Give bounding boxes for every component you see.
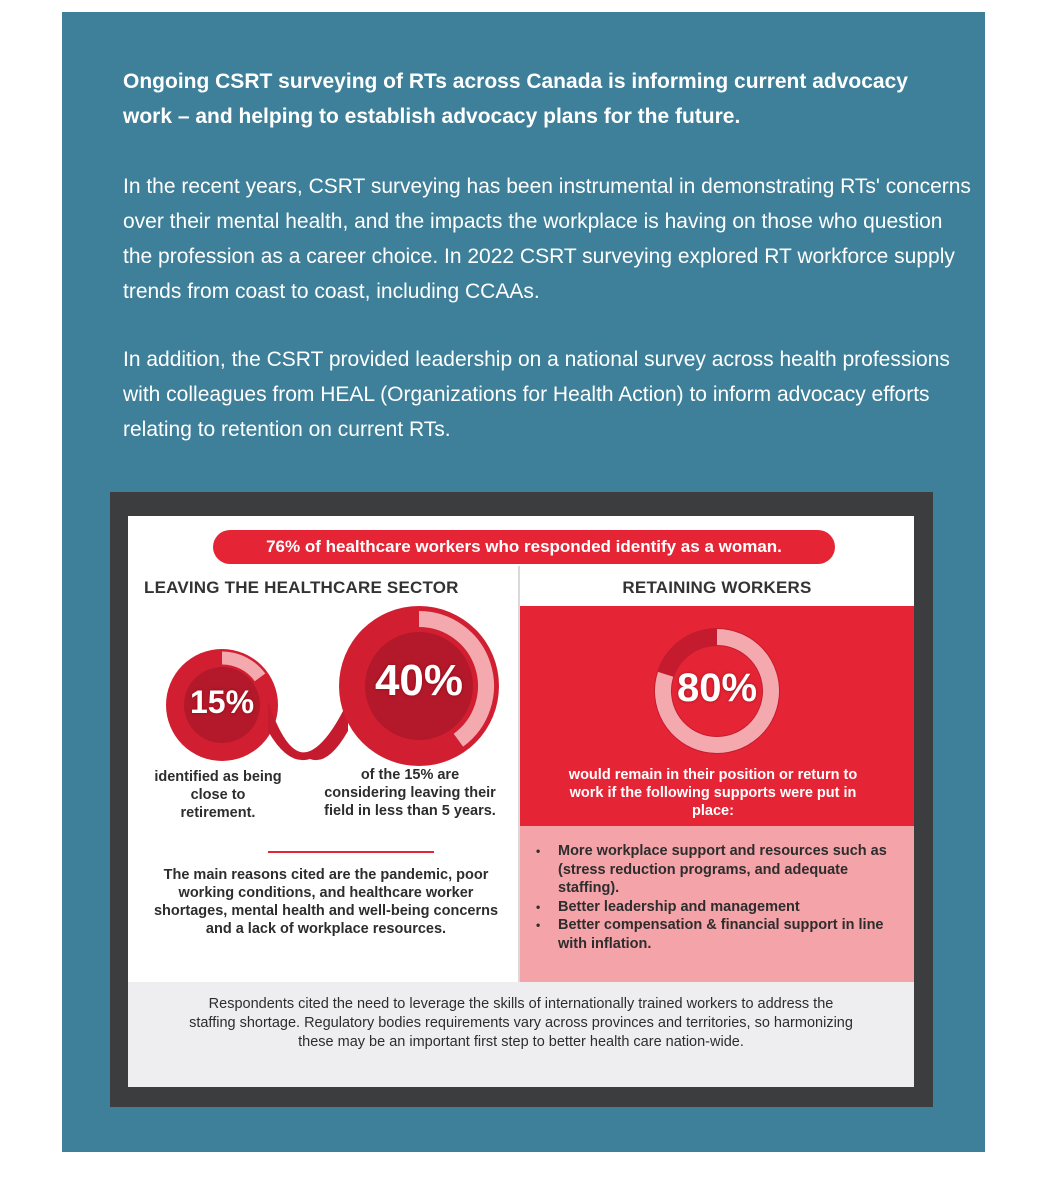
retirement-caption: identified as being close to retirement.: [154, 769, 282, 821]
banner-woman-stat: 76% of healthcare workers who responded identify as a woman.: [213, 530, 835, 564]
reasons-text: The main reasons cited are the pandemic, poor working conditions, and healthcare worker shortages, mental health and well-being concerns and a lack of workplace resources.: [153, 867, 499, 937]
retirement-percent: 15%: [189, 684, 255, 720]
infographic-card: [128, 516, 914, 1087]
leaving-percent: 40%: [374, 656, 464, 705]
list-item: • Better compensation & financial support in line with inflation.: [532, 916, 902, 953]
lead-text: Ongoing CSRT surveying of RTs across Canada is informing current advocacy work – and helping to establish advocacy plans for the future.: [123, 70, 908, 128]
retain-percent: 80%: [676, 666, 758, 710]
supports-list: [532, 842, 902, 953]
paragraph-surveying: In the recent years, CSRT surveying has been instrumental in demonstrating RTs' concerns over their mental health, and the impacts the workplace is having on those who question the profession as a career choice. In 2022 CSRT surveying explored RT workforce supply trends from coast to coast, including CCAAs.: [123, 175, 971, 303]
list-item: • More workplace support and resources such as (stress reduction programs, and adequate staffing).: [532, 842, 902, 898]
leaving-heading: LEAVING THE HEALTHCARE SECTOR: [144, 578, 459, 597]
leaving-caption: of the 15% are considering leaving their field in less than 5 years.: [324, 767, 496, 819]
retaining-heading: RETAINING WORKERS: [622, 578, 812, 597]
footer-text: Respondents cited the need to leverage the skills of internationally trained workers to address the staffing shortage. Regulatory bodies requirements vary across provinces and territories, so harmonizing these may be an important first step to better health care nation-wide.: [189, 996, 853, 1050]
list-item: • Better leadership and management: [532, 898, 902, 917]
infographic: [110, 492, 933, 1107]
column-divider: [518, 566, 520, 982]
reasons-divider: [268, 851, 434, 853]
advocacy-panel: [62, 12, 985, 1152]
connector-shape: [268, 701, 348, 760]
paragraph-heal: In addition, the CSRT provided leadership on a national survey across health professions with colleagues from HEAL (Organizations for Health Action) to inform advocacy efforts relating to retention on current RTs.: [123, 348, 950, 441]
retain-caption: would remain in their position or return to work if the following supports were put in place:: [568, 767, 858, 819]
